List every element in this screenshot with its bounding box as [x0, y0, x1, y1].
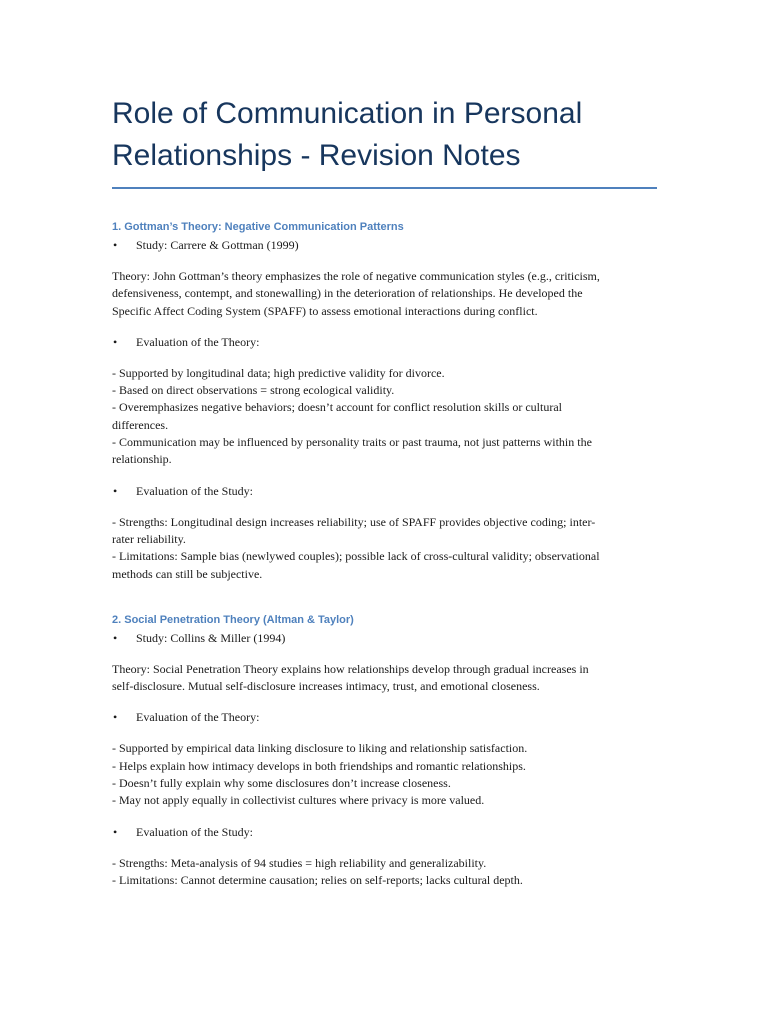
bullet-icon: • — [113, 824, 118, 839]
eval-theory-list — [112, 365, 656, 469]
eval-theory-list — [112, 740, 656, 809]
eval-line: - Strengths: Longitudinal design increases reliability; use of SPAFF provides objective coding; inter- — [112, 514, 596, 529]
eval-line: - Communication may be influenced by personality traits or past trauma, not just patterns within the — [112, 435, 592, 450]
eval-line: - Supported by empirical data linking disclosure to liking and relationship satisfaction. — [112, 741, 528, 756]
eval-theory-bullet — [112, 709, 656, 726]
theory-line: Theory: John Gottman’s theory emphasizes the role of negative communication styles (e.g., criticism, — [112, 269, 600, 283]
eval-line: - Supported by longitudinal data; high predictive validity for divorce. — [112, 365, 445, 380]
section-gottman — [112, 220, 656, 583]
eval-line: methods can still be subjective. — [112, 566, 263, 581]
eval-theory-label: Evaluation of the Theory: — [136, 334, 260, 349]
bullet-icon: • — [113, 483, 118, 498]
eval-line: - Overemphasizes negative behaviors; doesn’t account for conflict resolution skills or cultural — [112, 400, 562, 415]
bullet-icon: • — [113, 630, 118, 645]
title-divider — [112, 187, 657, 189]
eval-line: relationship. — [112, 452, 172, 467]
eval-line: - Helps explain how intimacy develops in both friendships and romantic relationships. — [112, 758, 526, 773]
study-text: Study: Carrere & Gottman (1999) — [136, 238, 299, 252]
eval-study-label: Evaluation of the Study: — [136, 824, 253, 839]
study-text: Study: Collins & Miller (1994) — [136, 630, 286, 645]
bullet-icon: • — [113, 710, 118, 725]
bullet-icon: • — [113, 334, 118, 349]
eval-line: - May not apply equally in collectivist cultures where privacy is more valued. — [112, 793, 485, 808]
eval-study-list — [112, 855, 656, 890]
bullet-icon: • — [113, 238, 118, 252]
eval-theory-bullet — [112, 334, 656, 351]
theory-paragraph — [112, 661, 656, 696]
eval-line: - Limitations: Sample bias (newlywed couples); possible lack of cross-cultural validity; observational — [112, 549, 600, 564]
eval-study-bullet — [112, 483, 656, 500]
eval-study-list — [112, 514, 656, 583]
eval-line: rater reliability. — [112, 531, 186, 546]
eval-line: - Based on direct observations = strong ecological validity. — [112, 383, 395, 398]
eval-line: differences. — [112, 417, 169, 432]
theory-line: Theory: Social Penetration Theory explains how relationships develop through gradual increases in — [112, 661, 589, 676]
theory-paragraph — [112, 268, 656, 320]
eval-line: - Limitations: Cannot determine causation; relies on self-reports; lacks cultural depth. — [112, 872, 523, 887]
section-heading: 2. Social Penetration Theory (Altman & Taylor) — [112, 613, 354, 626]
study-bullet — [112, 630, 656, 647]
page-title: Role of Communication in Personal Relationships - Revision Notes — [112, 97, 583, 172]
study-bullet — [112, 237, 656, 254]
eval-study-label: Evaluation of the Study: — [136, 483, 253, 498]
eval-line: - Strengths: Meta-analysis of 94 studies = high reliability and generalizability. — [112, 855, 487, 870]
theory-line: self-disclosure. Mutual self-disclosure increases intimacy, trust, and emotional closeness. — [112, 679, 540, 694]
theory-line: Specific Affect Coding System (SPAFF) to assess emotional interactions during conflict. — [112, 303, 538, 318]
section-social-penetration — [112, 613, 656, 889]
eval-study-bullet — [112, 824, 656, 841]
eval-line: - Doesn’t fully explain why some disclosures don’t increase closeness. — [112, 776, 451, 791]
eval-theory-label: Evaluation of the Theory: — [136, 710, 260, 725]
section-heading: 1. Gottman’s Theory: Negative Communication Patterns — [112, 221, 404, 233]
theory-line: defensiveness, contempt, and stonewalling) in the deterioration of relationships. He developed the — [112, 286, 583, 301]
